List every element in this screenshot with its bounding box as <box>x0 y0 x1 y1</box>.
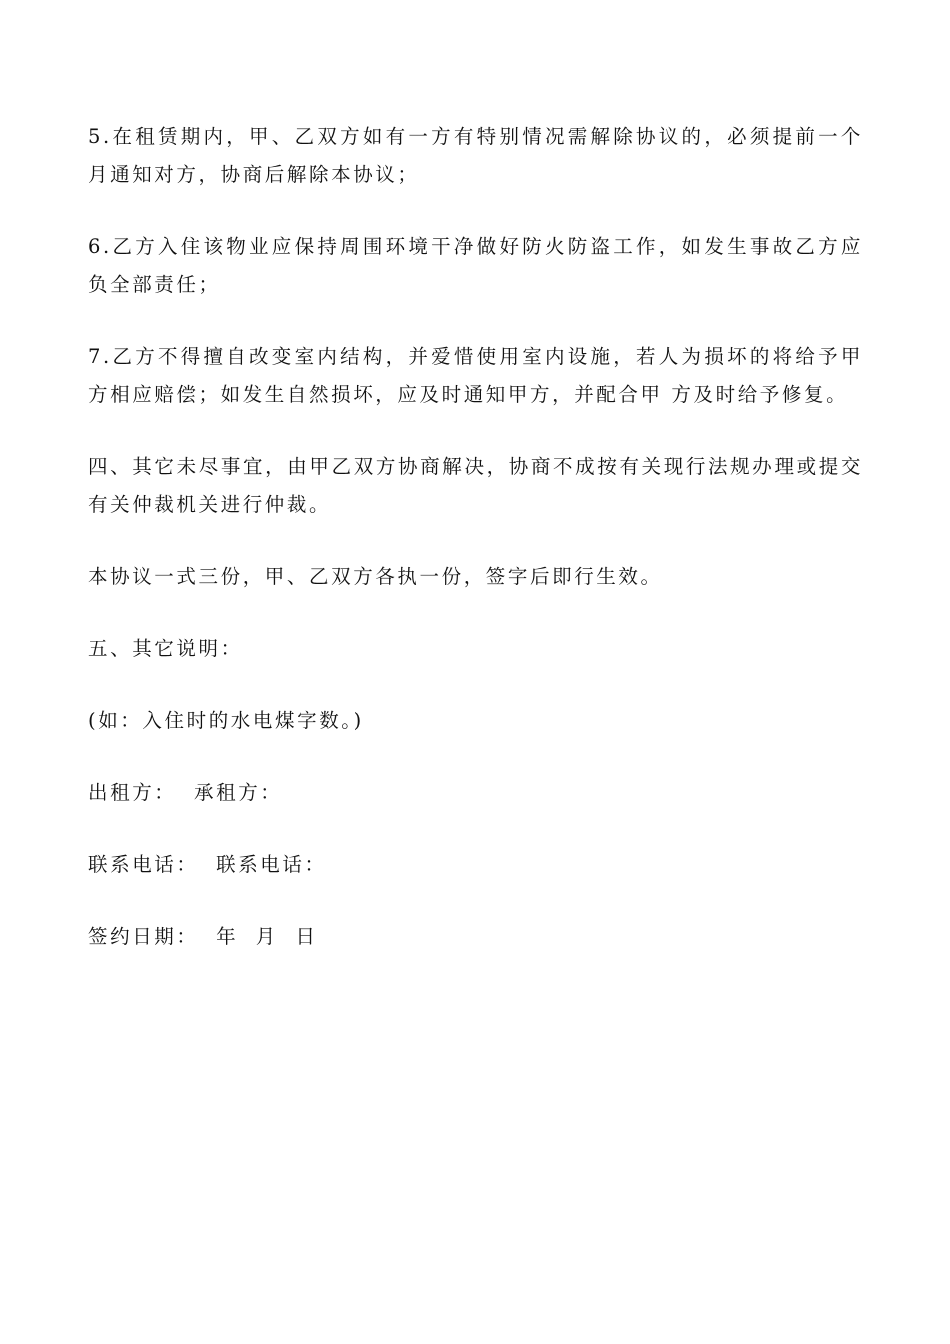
copies-statement: 本协议一式三份，甲、乙双方各执一份，签字后即行生效。 <box>88 565 663 588</box>
section-4-other-matters: 四、其它未尽事宜，由甲乙双方协商解决，协商不成按有关现行法规办理或提交有关仲裁机关进行仲裁。 <box>88 455 863 516</box>
clause-5: 5.在租赁期内，甲、乙双方如有一方有特别情况需解除协议的，必须提前一个月通知对方，协商后解除本协议； <box>88 125 863 186</box>
clause-7: 7.乙方不得擅自改变室内结构，并爱惜使用室内设施，若人为损坏的将给予甲方相应赔偿；如发生自然损坏，应及时通知甲方，并配合甲 方及时给予修复。 <box>88 345 863 406</box>
signing-date-line: 签约日期： 年 月 日 <box>88 925 318 948</box>
section-5-note: (如：入住时的水电煤字数。) <box>88 709 364 732</box>
signature-parties-line: 出租方： 承租方： <box>88 781 283 804</box>
clause-6: 6.乙方入住该物业应保持周围环境干净做好防火防盗工作，如发生事故乙方应负全部责任； <box>88 235 863 296</box>
contact-phone-line: 联系电话： 联系电话： <box>88 853 327 876</box>
section-5-heading: 五、其它说明： <box>88 637 243 660</box>
document-body <box>88 118 863 990</box>
